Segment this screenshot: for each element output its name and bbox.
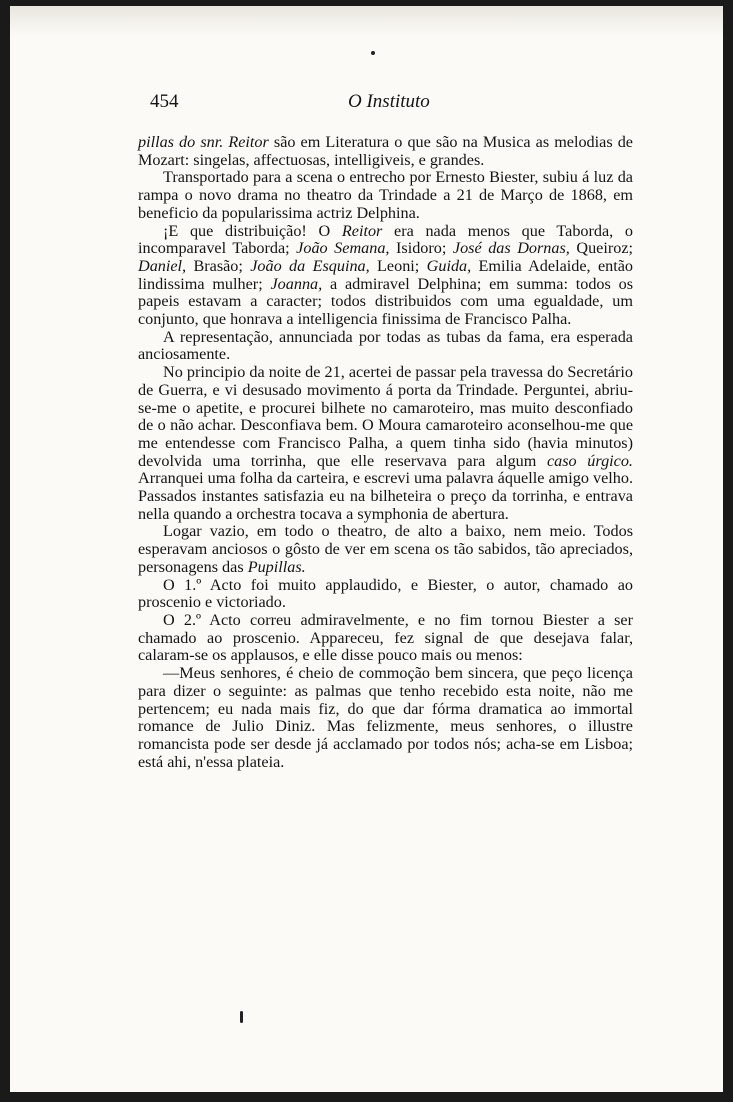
paragraph	[138, 577, 633, 612]
text-run: Leoni;	[369, 256, 427, 275]
text-run: era nada menos que Taborda, o incomparavel Taborda;	[138, 221, 634, 258]
italic-run: Pupillas.	[247, 557, 306, 576]
text-run: ¡E que distribuição! O	[163, 221, 342, 240]
italic-run: Joanna,	[270, 274, 323, 293]
paragraph	[138, 329, 633, 364]
italic-run: Reitor	[341, 221, 383, 240]
italic-run: José das Dornas,	[452, 239, 570, 258]
italic-run: pillas do snr. Reitor	[138, 133, 269, 151]
running-title: O Instituto	[348, 91, 430, 112]
text-run: Logar vazio, em todo o theatro, de alto a baixo, nem meio. Todos esperavam anciosos o gôsto de ver em scena os tão sabidos, tão apreciados, personagens das	[138, 522, 633, 576]
text-run: Emilia Adelaide, então lindissima mulher;	[138, 256, 633, 293]
italic-run: João Semana,	[296, 239, 390, 258]
printer-mark	[240, 1011, 243, 1023]
book-page	[10, 6, 723, 1092]
paragraph	[138, 612, 633, 665]
paragraph	[138, 169, 633, 222]
text-run: são em Literatura o que são na Musica as melodias de Mozart: singelas, affectuosas, intelligiveis, e grandes.	[138, 133, 633, 169]
page-number: 454	[150, 91, 179, 112]
text-run: A representação, annunciada por todas as tubas da fama, era esperada anciosamente.	[138, 327, 633, 364]
paragraph	[138, 134, 633, 169]
italic-run: caso úrgico.	[546, 451, 633, 470]
text-run: Arranquei uma folha da carteira, e escrevi uma palavra áquelle amigo velho. Passados instantes satisfazia eu na bilheteira o preço da torrinha, e entrava nella quando a orchestra tocava a symphonia de abertura.	[138, 469, 633, 523]
text-run: —Meus senhores, é cheio de commoção bem sincera, que peço licença para dizer o seguinte: as palmas que tenho recebido esta noite, não me pertencem; eu nada mais fiz, do que dar fórma dramatica ao immortal romance de Julio Diniz. Mas felizmente, meus senhores, o illustre romancista pode ser desde já acclamado por todos nós; acha-se em Lisboa; está ahi, n'essa plateia.	[138, 664, 633, 771]
text-run: O 1.º Acto foi muito applaudido, e Biester, o autor, chamado ao proscenio e victoriado.	[138, 575, 633, 612]
page-header	[138, 91, 628, 115]
paragraph	[138, 665, 633, 771]
text-run: No principio da noite de 21, acertei de passar pela travessa do Secretário de Guerra, e vi desusado movimento á porta da Trindade. Perguntei, abriu-se-me o apetite, e procurei bilhete no camaroteiro, mas muito desconfiado de o não achar. Desconfiava bem. O Moura camaroteiro aconselhou-me que me entendesse com Francisco Palha, a quem tinha sido (havia minutos) devolvida uma torrinha, que elle reservava para algum	[138, 363, 633, 470]
text-run: Brasão;	[186, 256, 251, 275]
italic-run: Daniel,	[138, 256, 187, 275]
text-run: Transportado para a scena o entrecho por Ernesto Biester, subiu á luz da rampa o novo drama no theatro da Trindade a 21 de Março de 1868, em beneficio da popularissima actriz Delphina.	[138, 168, 633, 222]
printer-mark	[371, 51, 375, 55]
paragraph	[138, 523, 633, 576]
italic-run: João da Esquina,	[250, 256, 370, 275]
paragraph	[138, 223, 633, 329]
page-body	[138, 134, 633, 771]
text-run: Isidoro;	[389, 239, 453, 258]
text-run: O 2.º Acto correu admiravelmente, e no fim tornou Biester a ser chamado ao proscenio. Appareceu, fez signal de que desejava falar, calaram-se os applausos, e elle disse pouco mais ou menos:	[138, 610, 633, 665]
italic-run: Guida,	[426, 256, 472, 275]
text-run: Queiroz;	[569, 239, 634, 258]
text-run: a admiravel Delphina; em summa: todos os papeis estavam a caracter; todos distribuidos com uma egualdade, um conjunto, que honrava a intelligencia finissima de Francisco Palha.	[138, 274, 633, 329]
paragraph	[138, 364, 633, 523]
